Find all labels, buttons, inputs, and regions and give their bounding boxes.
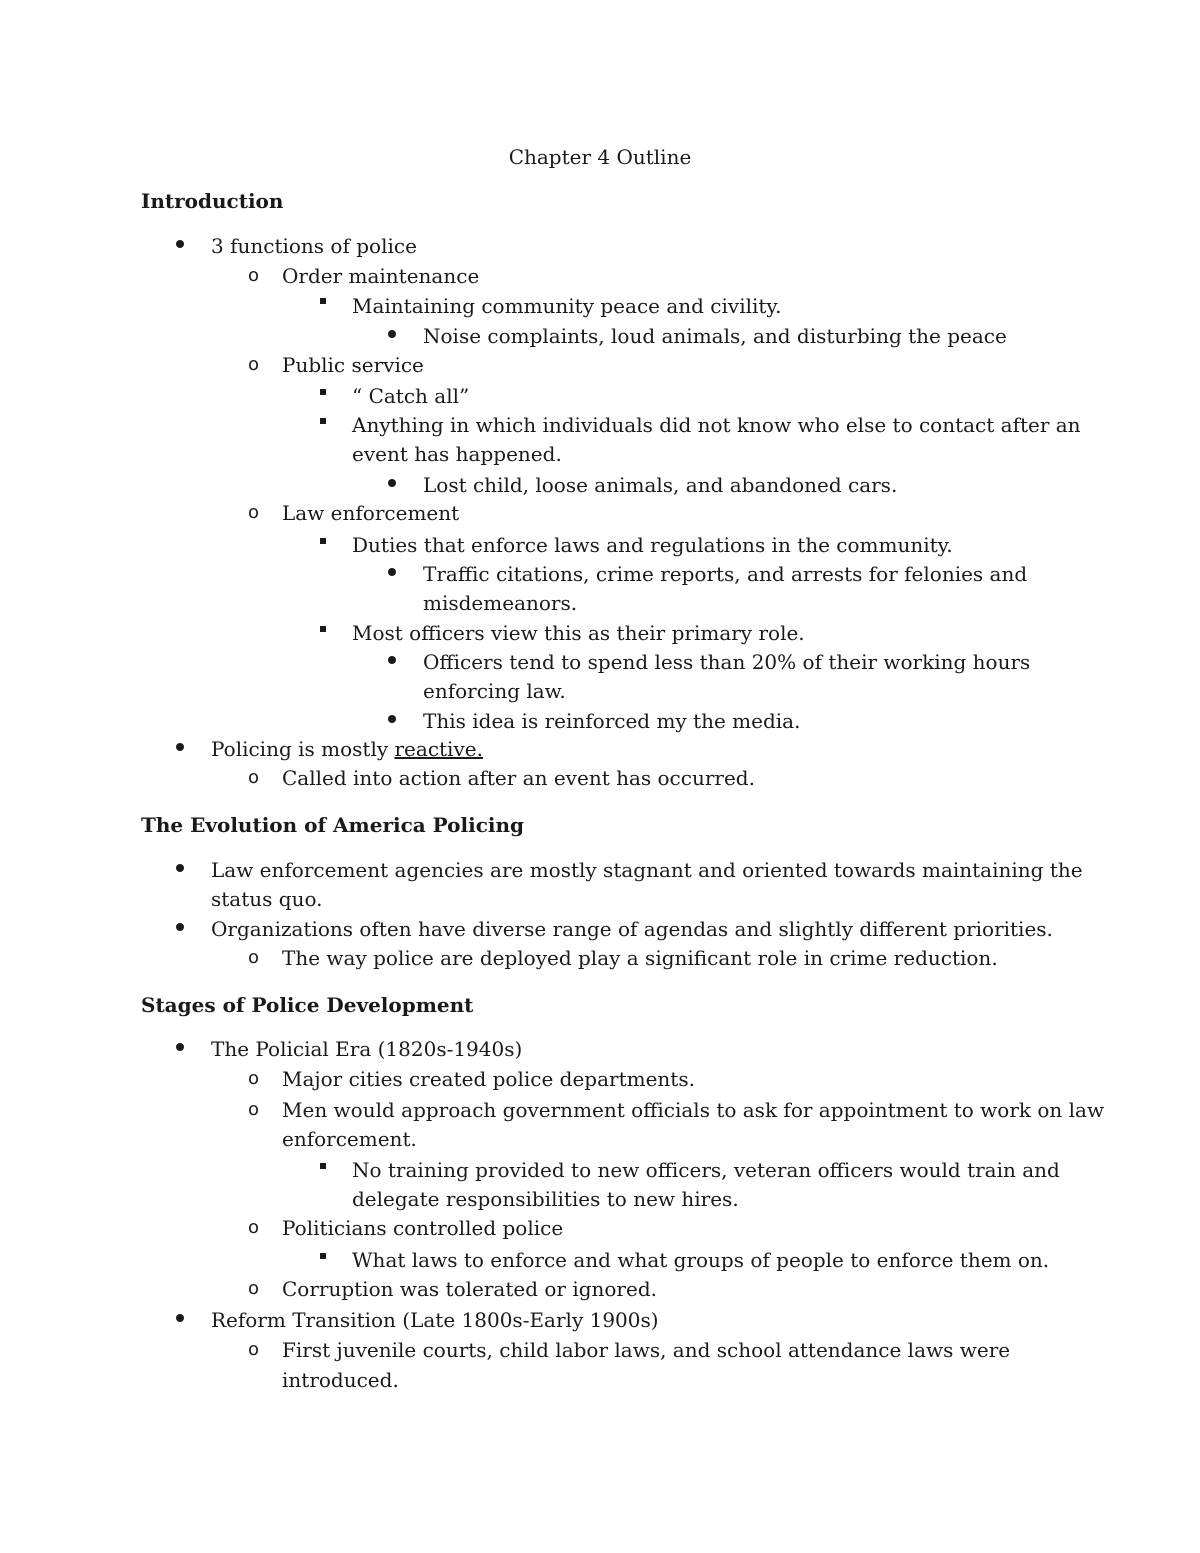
heading-introduction: Introduction [141,189,284,213]
square-bullet-icon [320,1163,326,1169]
list-item: The Policial Era (1820s-1940s) [211,1037,523,1061]
circle-bullet-icon: o [248,1068,260,1089]
list-item: Traffic citations, crime reports, and arrests for felonies and [423,562,1028,586]
bullet-icon [388,656,396,664]
list-item: Politicians controlled police [282,1216,564,1240]
list-item: 3 functions of police [211,234,417,258]
list-item: No training provided to new officers, veteran officers would train and [352,1158,1060,1182]
circle-bullet-icon: o [248,1278,260,1299]
list-item-continuation: event has happened. [352,442,562,466]
circle-bullet-icon: o [248,1099,260,1120]
list-item: Lost child, loose animals, and abandoned cars. [423,473,898,497]
policing-prefix-text: Policing is mostly [211,737,395,761]
bullet-icon [388,330,396,338]
list-item: Reform Transition (Late 1800s-Early 1900s) [211,1308,659,1332]
list-item: Men would approach government officials to ask for appointment to work on law [282,1098,1105,1122]
circle-bullet-icon: o [248,354,260,375]
circle-bullet-icon: o [248,265,260,286]
list-item [211,734,483,764]
square-bullet-icon [320,389,326,395]
circle-bullet-icon: o [248,767,260,788]
list-item: Duties that enforce laws and regulations in the community. [352,533,953,557]
list-item: Major cities created police departments. [282,1067,695,1091]
list-item: Law enforcement [282,501,460,525]
list-item: Law enforcement agencies are mostly stagnant and oriented towards maintaining the [211,858,1083,882]
square-bullet-icon [320,418,326,424]
list-item-continuation: status quo. [211,887,323,911]
list-item: “ Catch all” [352,384,470,408]
list-item: What laws to enforce and what groups of people to enforce them on. [352,1248,1050,1272]
bullet-icon [176,923,184,931]
list-item: Called into action after an event has occurred. [282,766,755,790]
bullet-icon [388,715,396,723]
circle-bullet-icon: o [248,1339,260,1360]
list-item: The way police are deployed play a significant role in crime reduction. [282,946,998,970]
list-item: Organizations often have diverse range of agendas and slightly different priorities. [211,917,1053,941]
underlined-term: reactive. [394,737,483,761]
square-bullet-icon [320,1253,326,1259]
circle-bullet-icon: o [248,502,260,523]
square-bullet-icon [320,538,326,544]
list-item: Maintaining community peace and civility. [352,294,782,318]
list-item: Anything in which individuals did not know who else to contact after an [352,413,1081,437]
circle-bullet-icon: o [248,947,260,968]
list-item-continuation: delegate responsibilities to new hires. [352,1187,739,1211]
square-bullet-icon [320,626,326,632]
bullet-icon [176,240,184,248]
bullet-icon [176,743,184,751]
list-item: Public service [282,353,424,377]
list-item: Most officers view this as their primary role. [352,621,805,645]
list-item: This idea is reinforced my the media. [423,709,801,733]
circle-bullet-icon: o [248,1217,260,1238]
list-item-continuation: enforcement. [282,1127,417,1151]
heading-stages: Stages of Police Development [141,993,474,1017]
bullet-icon [176,1043,184,1051]
document-title: Chapter 4 Outline [508,145,692,169]
list-item-continuation: enforcing law. [423,679,566,703]
list-item: Order maintenance [282,264,480,288]
list-item: Officers tend to spend less than 20% of their working hours [423,650,1031,674]
bullet-icon [176,1314,184,1322]
bullet-icon [388,568,396,576]
list-item: Corruption was tolerated or ignored. [282,1277,657,1301]
list-item: Noise complaints, loud animals, and disturbing the peace [423,324,1007,348]
heading-evolution: The Evolution of America Policing [141,813,525,837]
list-item-continuation: misdemeanors. [423,591,578,615]
bullet-icon [176,864,184,872]
list-item-continuation: introduced. [282,1368,399,1392]
square-bullet-icon [320,298,326,304]
bullet-icon [388,479,396,487]
list-item: First juvenile courts, child labor laws, and school attendance laws were [282,1338,1011,1362]
